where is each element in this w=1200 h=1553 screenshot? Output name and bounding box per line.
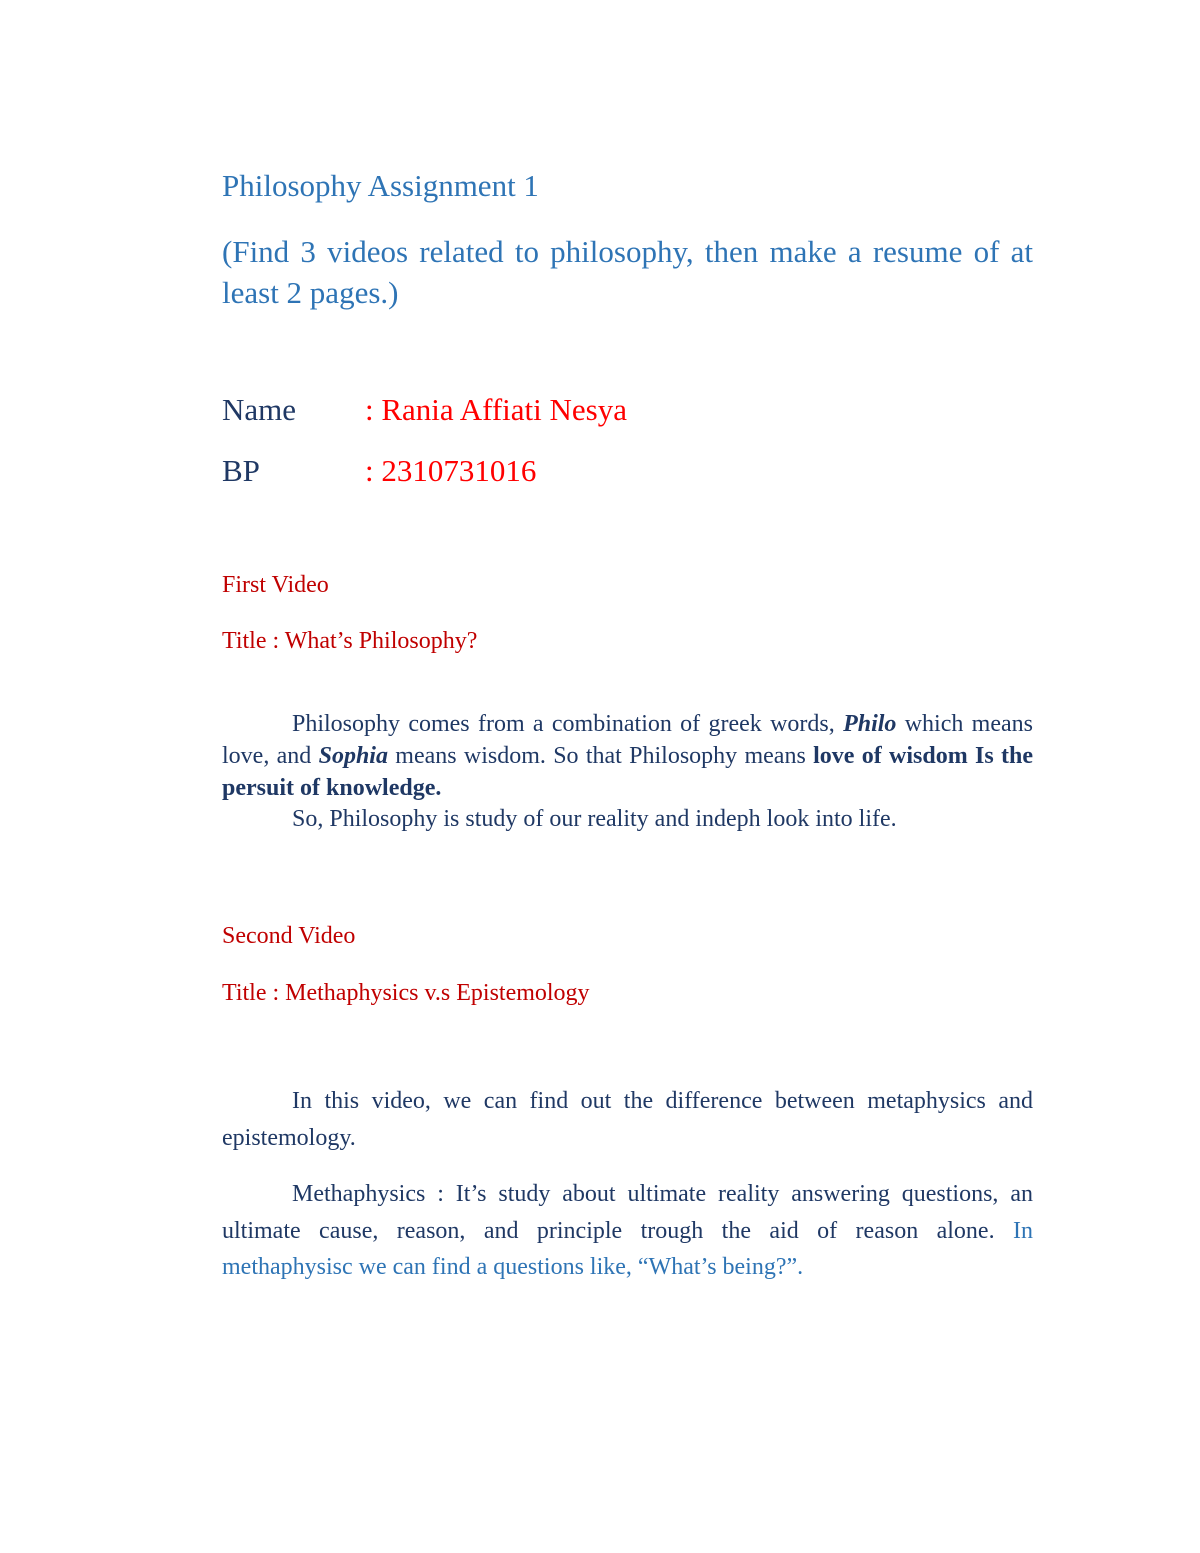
term-philo: Philo xyxy=(843,711,897,737)
first-video-title: Title : What’s Philosophy? xyxy=(222,628,478,654)
name-label: Name xyxy=(222,392,297,427)
highlighted-question: In methaphysisc we can find a questions like, “What’s being?”. xyxy=(222,1217,1033,1280)
name-value: : Rania Affiati Nesya xyxy=(365,392,628,427)
term-sophia: Sophia xyxy=(318,743,388,769)
text-run: which means love, and xyxy=(222,711,1033,769)
text-run: Philosophy comes from a combination of greek words, xyxy=(292,711,844,737)
first-video-paragraph-definition xyxy=(222,708,1033,804)
name-row xyxy=(222,390,1033,430)
bp-row xyxy=(222,451,1033,491)
second-video-paragraph-intro: In this video, we can find out the difference between metaphysics and epistemology. xyxy=(222,1088,1033,1151)
bp-label: BP xyxy=(222,453,260,488)
second-video-paragraph-metaphysics xyxy=(222,1176,1033,1286)
bold-definition: love of wisdom Is the persuit of knowledge. xyxy=(222,743,1033,801)
second-video-title: Title : Methaphysics v.s Epistemology xyxy=(222,980,590,1006)
first-video-heading: First Video xyxy=(222,572,329,598)
first-video-paragraph-summary: So, Philosophy is study of our reality and indeph look into life. xyxy=(292,806,897,832)
second-video-heading: Second Video xyxy=(222,923,356,949)
document-title: Philosophy Assignment 1 xyxy=(222,168,539,203)
bp-value: : 2310731016 xyxy=(365,453,537,488)
text-run: Methaphysics : It’s study about ultimate reality answering questions, an ultimate cause, reason, and principle trough the aid of reason alone. xyxy=(222,1181,1033,1244)
text-run: means wisdom. So that Philosophy means xyxy=(387,743,814,769)
assignment-instruction: (Find 3 videos related to philosophy, then make a resume of at least 2 pages.) xyxy=(222,234,1033,310)
